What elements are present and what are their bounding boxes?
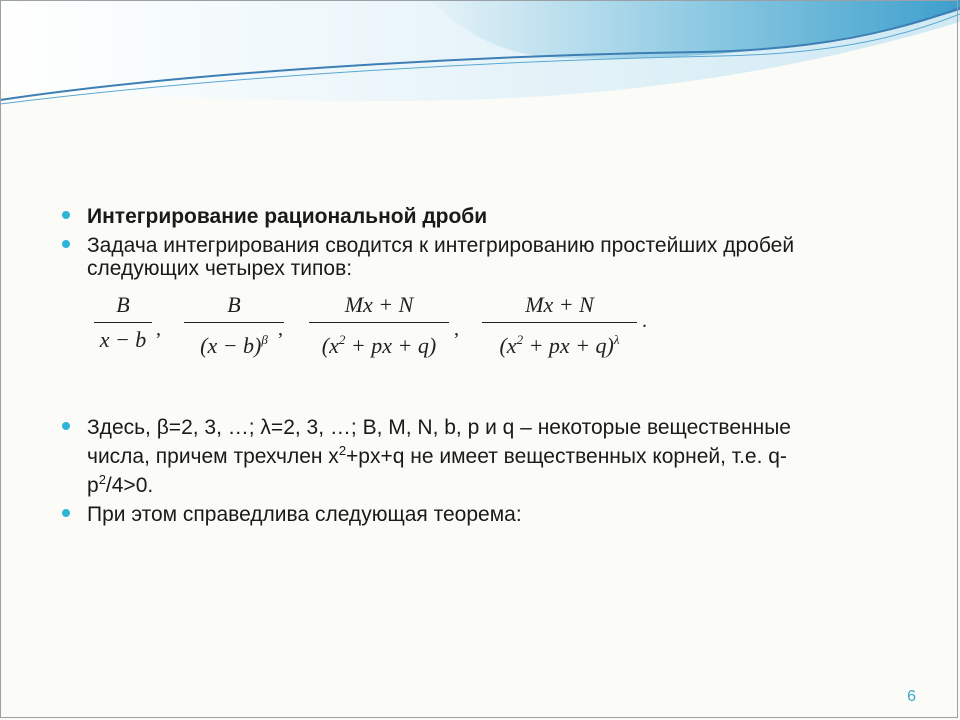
bullet-dot [62, 211, 70, 219]
bullet-dot [62, 509, 70, 517]
fraction-denominator: x − b [99, 327, 147, 352]
fraction-denominator: ($x^2$ + px + q)$^\lambda$ [499, 332, 620, 358]
fraction-type-3 [309, 290, 449, 358]
conditions-line-2: числа, причем трехчлен $x^2+px+q$ не имеет вещественных корней, т.е. q- [87, 443, 787, 468]
header-wave-decoration [0, 0, 960, 130]
bullet-dot [62, 422, 70, 430]
bullet-theorem [62, 503, 907, 526]
formula-separator: , [278, 318, 283, 340]
formula-separator: , [454, 318, 459, 340]
fraction-denominator: ($x^2$ + px + q) [321, 332, 437, 358]
fraction-bar [309, 322, 449, 323]
conditions-line-1: Здесь, β=2, 3, …; λ=2, 3, …; B, M, N, b, p и q – некоторые вещественные [87, 416, 791, 439]
conditions-line-3: $p^2/4>0$. [87, 472, 154, 497]
fraction-type-2 [184, 290, 284, 358]
fraction-bar [482, 322, 637, 323]
heading-text: Интегрирование рациональной дроби [87, 205, 488, 228]
fraction-bar [184, 322, 284, 323]
formula-separator: , [156, 318, 161, 340]
bullet-conditions [62, 416, 907, 497]
fraction-numerator: B [116, 292, 130, 317]
bullet-task [62, 234, 907, 280]
fraction-numerator: B [227, 292, 241, 317]
task-text: Задача интегрирования сводится к интегрированию простейших дробей следующих четырех типов: [87, 234, 795, 280]
fraction-types [62, 290, 907, 400]
fraction-numerator: Mx + N [525, 292, 594, 317]
bullet-heading [62, 205, 907, 228]
bullet-dot [62, 240, 70, 248]
fraction-type-4 [482, 290, 637, 358]
formula-separator: . [642, 310, 647, 332]
fraction-bar [94, 322, 152, 323]
fraction-denominator: $(x - b)^\beta$ [200, 332, 268, 358]
slide-number: 6 [907, 688, 916, 705]
slide-body [62, 205, 907, 526]
theorem-text: При этом справедлива следующая теорема: [87, 503, 522, 526]
fraction-type-1 [94, 290, 152, 355]
fraction-numerator: Mx + N [344, 292, 414, 317]
